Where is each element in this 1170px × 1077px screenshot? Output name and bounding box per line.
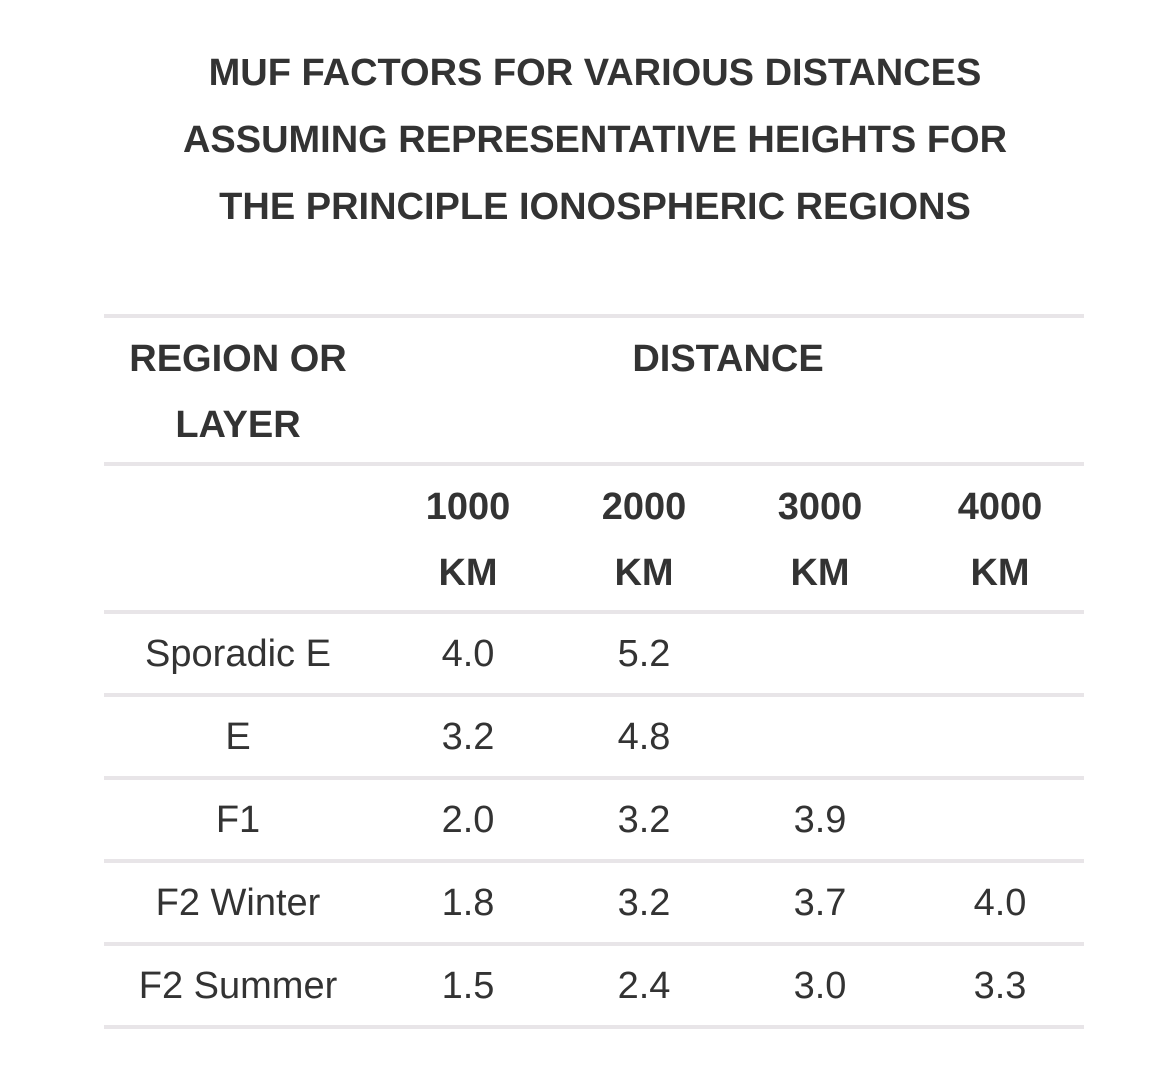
cell-region: E [225, 715, 251, 758]
header-region-or-layer [104, 316, 372, 464]
cell-value-1000: 4.0 [441, 632, 495, 675]
muf-factors-table-container [104, 314, 1084, 1029]
cell-value-1000: 1.8 [441, 881, 495, 924]
title-line-1: MUF FACTORS FOR VARIOUS DISTANCES [208, 52, 982, 94]
cell-value-2000: 3.2 [617, 881, 671, 924]
cell-value-2000: 2.4 [617, 964, 671, 1007]
cell-value-4000 [916, 778, 1084, 861]
header-distance-value: 1000 [425, 486, 511, 528]
cell-value-2000: 5.2 [617, 632, 671, 675]
cell-value-1000: 2.0 [441, 798, 495, 841]
cell-value-3000 [724, 695, 916, 778]
title-line-3: THE PRINCIPLE IONOSPHERIC REGIONS [219, 186, 971, 228]
muf-factors-table [104, 314, 1084, 1029]
table-row-f2-summer [104, 944, 1084, 1027]
header-distance-unit: KM [970, 552, 1030, 594]
cell-region: F2 Winter [155, 881, 321, 924]
cell-value-2000: 3.2 [617, 798, 671, 841]
header-region-line-1: REGION OR [129, 338, 347, 380]
header-distance: DISTANCE [632, 338, 824, 380]
table-subheader-row [104, 464, 1084, 612]
cell-value-2000: 4.8 [617, 715, 671, 758]
header-distance-unit: KM [614, 552, 674, 594]
cell-value-4000: 3.3 [973, 964, 1027, 1007]
cell-value-3000: 3.7 [793, 881, 847, 924]
cell-value-4000: 4.0 [973, 881, 1027, 924]
header-region-line-2: LAYER [175, 404, 301, 446]
table-row-e [104, 695, 1084, 778]
header-distance-value: 4000 [957, 486, 1043, 528]
header-distance-4000 [916, 464, 1084, 612]
page-title [0, 40, 1170, 241]
header-empty-cell [104, 464, 372, 612]
table-row-f1 [104, 778, 1084, 861]
cell-region: F1 [215, 798, 261, 841]
title-line-2: ASSUMING REPRESENTATIVE HEIGHTS FOR [182, 119, 1008, 161]
header-distance-value: 2000 [601, 486, 687, 528]
cell-value-1000: 1.5 [441, 964, 495, 1007]
cell-value-1000: 3.2 [441, 715, 495, 758]
cell-value-3000 [724, 612, 916, 695]
cell-value-4000 [916, 612, 1084, 695]
header-distance-unit: KM [438, 552, 498, 594]
table-row-f2-winter [104, 861, 1084, 944]
table-header-row [104, 316, 1084, 464]
header-distance-value: 3000 [777, 486, 863, 528]
header-distance-1000 [372, 464, 564, 612]
cell-value-4000 [916, 695, 1084, 778]
header-distance-3000 [724, 464, 916, 612]
cell-value-3000: 3.0 [793, 964, 847, 1007]
header-distance-unit: KM [790, 552, 850, 594]
cell-region: F2 Summer [138, 964, 338, 1007]
cell-value-3000: 3.9 [793, 798, 847, 841]
cell-region: Sporadic E [145, 632, 331, 675]
header-distance-2000 [564, 464, 724, 612]
table-row-sporadic-e [104, 612, 1084, 695]
